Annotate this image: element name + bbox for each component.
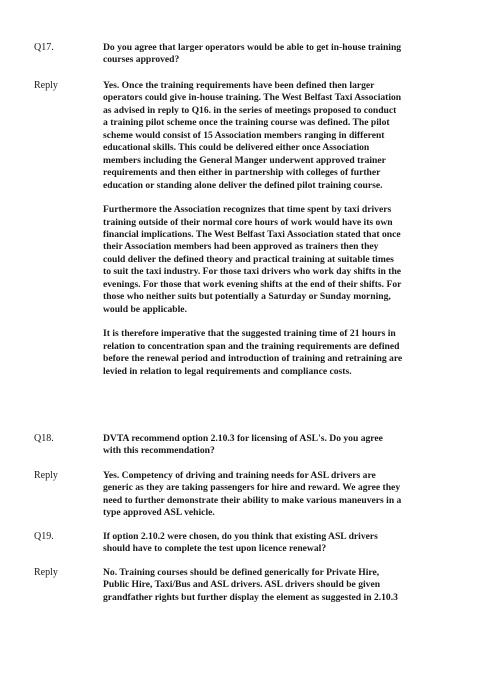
reply-17-paragraph-2: Furthermore the Association recognizes that time spent by taxi drivers training outside of their normal core hours of work would have its own financial implications. The West Belfast Taxi Association stated that once their Association members had been approved as trainers then they could deliver the defined theory and practical training at suitable times to suit the taxi industry. For those taxi drivers who work day shifts in the evenings. For those that work evening shifts at the end of their shifts. For those who neither suits but potentially a Saturday or Sunday morning, would be applicable. — [103, 204, 402, 315]
question-17-label: Q17. — [34, 42, 54, 53]
reply-17-paragraph-3: It is therefore imperative that the suggested training time of 21 hours in relation to concentration span and the training requirements are defined before the renewal period and introduction of training and retraining are levied in relation to legal requirements and compliance costs. — [103, 328, 403, 377]
reply-19-text — [103, 567, 403, 604]
question-19-text — [103, 531, 403, 556]
question-19-label: Q19. — [34, 531, 54, 542]
reply-19-label: Reply — [34, 567, 58, 578]
reply-17-label: Reply — [34, 80, 58, 91]
reply-19-body: No. Training courses should be defined generically for Private Hire, Public Hire, Taxi/Bus and ASL drivers. ASL drivers should be given grandfather rights but further display the element as suggested in 2.10.3 — [103, 567, 398, 603]
question-17-text — [103, 42, 403, 67]
question-17-body: Do you agree that larger operators would be able to get in-house training courses approved? — [103, 42, 402, 66]
reply-17-text — [103, 80, 403, 378]
question-18-label: Q18. — [34, 433, 54, 444]
reply-17-paragraph-1: Yes. Once the training requirements have been defined then larger operators could give in-house training. The West Belfast Taxi Association as advised in reply to Q16. in the series of meetings proposed to conduct a training pilot scheme once the training course was defined. The pilot scheme would consist of 15 Association members ranging in different educational skills. This could be delivered either once Association members including the General Manger underwent approved trainer requirements and then either in partnership with colleges of further education or standing alone deliver the defined pilot training course. — [103, 80, 402, 191]
question-18-body: DVTA recommend option 2.10.3 for licensing of ASL's. Do you agree with this recommendation? — [103, 433, 383, 457]
reply-18-body: Yes. Competency of driving and training needs for ASL drivers are generic as they are taking passengers for hire and reward. We agree they need to further demonstrate their ability to make various maneuvers in a type approved ASL vehicle. — [103, 470, 402, 519]
reply-18-label: Reply — [34, 470, 58, 481]
question-19-body: If option 2.10.2 were chosen, do you think that existing ASL drivers should have to complete the test upon licence renewal? — [103, 531, 378, 555]
reply-18-text — [103, 470, 403, 520]
question-18-text — [103, 433, 403, 458]
